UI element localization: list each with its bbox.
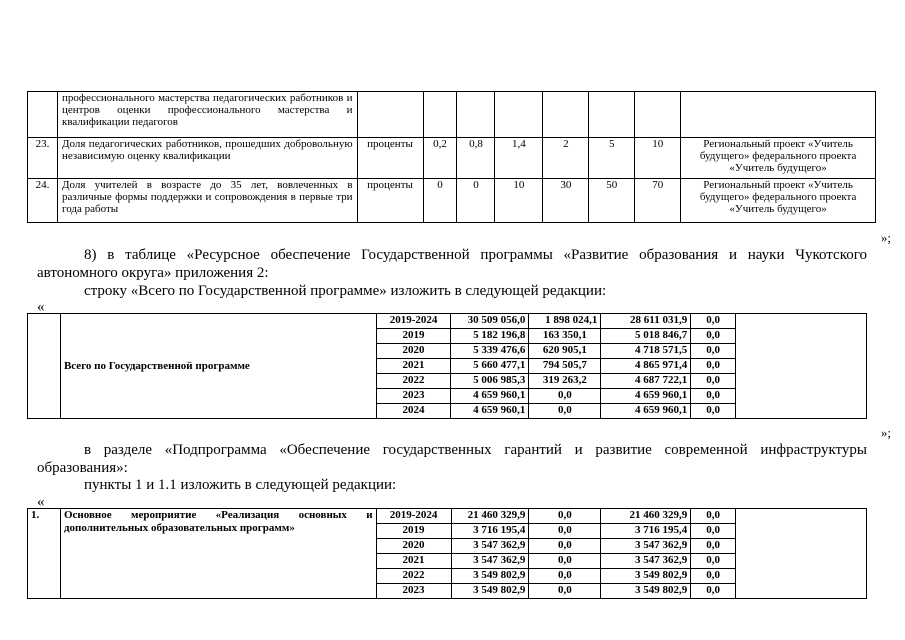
value: 3 547 362,9 [451, 539, 529, 554]
period: 2021 [376, 359, 451, 374]
paragraph: строку «Всего по Государственной программе» изложить в следующей редакции: [84, 283, 607, 299]
indicator-name: Доля учителей в возрасте до 35 лет, вовлеченных в различные формы поддержки и сопровождения в первые три года работы [57, 179, 357, 223]
paragraph: пункты 1 и 1.1 изложить в следующей редакции: [84, 477, 397, 493]
value: 30 [543, 179, 589, 223]
value: 4 687 722,1 [601, 374, 691, 389]
program-total-table [27, 313, 867, 419]
value: 10 [635, 138, 681, 179]
period: 2019-2024 [376, 314, 451, 329]
value: 0,0 [529, 569, 601, 584]
value: 0,0 [529, 509, 601, 524]
period: 2019-2024 [376, 509, 451, 524]
value: 0 [423, 179, 457, 223]
indicator-name: профессионального мастерства педагогических работников и центров оценки профессионального мастерства и квалификации педагогов [57, 92, 357, 138]
value: 21 460 329,9 [601, 509, 691, 524]
value: 0,0 [691, 359, 736, 374]
value: 0,0 [529, 404, 601, 419]
opening-quote: « [37, 494, 45, 510]
row-number: 23. [28, 138, 58, 179]
value: 4 659 960,1 [601, 404, 691, 419]
value: 50 [589, 179, 635, 223]
value: 0,0 [691, 554, 736, 569]
value: 0,0 [529, 554, 601, 569]
indicator-name: Доля педагогических работников, прошедших добровольную независимую оценку квалификации [57, 138, 357, 179]
unit: проценты [357, 179, 423, 223]
value: 5 660 477,1 [451, 359, 529, 374]
value: 0,2 [423, 138, 457, 179]
value: 3 716 195,4 [451, 524, 529, 539]
value: 3 549 802,9 [601, 584, 691, 599]
period: 2022 [376, 374, 451, 389]
closing-quote: »; [880, 425, 891, 440]
main-activity-table [27, 508, 867, 599]
value: 4 718 571,5 [601, 344, 691, 359]
value: 5 182 196,8 [451, 329, 529, 344]
value: 5 006 985,3 [451, 374, 529, 389]
value: 0,0 [529, 524, 601, 539]
unit: проценты [357, 138, 423, 179]
value: 0,0 [691, 539, 736, 554]
period: 2020 [376, 539, 451, 554]
value: 0,0 [691, 509, 736, 524]
table-row [28, 179, 876, 223]
value: 1,4 [495, 138, 543, 179]
value: 28 611 031,9 [601, 314, 691, 329]
value: 0,0 [691, 344, 736, 359]
period: 2019 [376, 329, 451, 344]
value: 163 350,1 [529, 329, 601, 344]
indicators-table [27, 91, 876, 223]
value: 4 659 960,1 [601, 389, 691, 404]
period: 2022 [376, 569, 451, 584]
table-row [28, 509, 867, 524]
value: 0,0 [529, 389, 601, 404]
source: Региональный проект «Учитель будущего» федерального проекта «Учитель будущего» [681, 138, 876, 179]
value: 3 549 802,9 [451, 569, 529, 584]
value: 620 905,1 [529, 344, 601, 359]
source: Региональный проект «Учитель будущего» федерального проекта «Учитель будущего» [681, 179, 876, 223]
value: 10 [495, 179, 543, 223]
opening-quote: « [37, 299, 45, 315]
value: 0,0 [691, 329, 736, 344]
value: 30 509 056,0 [451, 314, 529, 329]
period: 2023 [376, 584, 451, 599]
value: 0,0 [691, 314, 736, 329]
value: 0,0 [529, 539, 601, 554]
table-row [28, 314, 867, 329]
value: 5 [589, 138, 635, 179]
value: 70 [635, 179, 681, 223]
table-row [28, 92, 876, 138]
period: 2024 [376, 404, 451, 419]
value: 21 460 329,9 [451, 509, 529, 524]
row-number: 24. [28, 179, 58, 223]
value: 0,0 [691, 569, 736, 584]
value: 4 659 960,1 [451, 404, 529, 419]
value: 0,0 [691, 404, 736, 419]
value: 5 339 476,6 [451, 344, 529, 359]
table-row [28, 138, 876, 179]
value: 4 659 960,1 [451, 389, 529, 404]
value: 2 [543, 138, 589, 179]
row-label: Основное мероприятие «Реализация основных и дополнительных образовательных программ» [60, 509, 376, 599]
value: 3 547 362,9 [601, 554, 691, 569]
period: 2019 [376, 524, 451, 539]
closing-quote: »; [880, 230, 891, 245]
paragraph: 8) в таблице «Ресурсное обеспечение Государственной программы «Развитие образования и науки Чукотского автономного округа» приложения 2: [37, 247, 867, 281]
value: 0,0 [691, 584, 736, 599]
value: 5 018 846,7 [601, 329, 691, 344]
period: 2023 [376, 389, 451, 404]
value: 3 716 195,4 [601, 524, 691, 539]
value: 3 549 802,9 [601, 569, 691, 584]
value: 0,8 [457, 138, 495, 179]
value: 3 547 362,9 [601, 539, 691, 554]
value: 0,0 [691, 374, 736, 389]
value: 0,0 [529, 584, 601, 599]
value: 4 865 971,4 [601, 359, 691, 374]
value: 794 505,7 [529, 359, 601, 374]
value: 319 263,2 [529, 374, 601, 389]
value: 3 547 362,9 [451, 554, 529, 569]
row-number: 1. [28, 509, 61, 599]
value: 3 549 802,9 [451, 584, 529, 599]
value: 0 [457, 179, 495, 223]
value: 0,0 [691, 389, 736, 404]
value: 1 898 024,1 [529, 314, 601, 329]
value: 0,0 [691, 524, 736, 539]
period: 2021 [376, 554, 451, 569]
row-label: Всего по Государственной программе [60, 314, 376, 419]
paragraph: в разделе «Подпрограмма «Обеспечение государственных гарантий и развитие современной инфраструктуры образования»: [37, 442, 867, 476]
period: 2020 [376, 344, 451, 359]
